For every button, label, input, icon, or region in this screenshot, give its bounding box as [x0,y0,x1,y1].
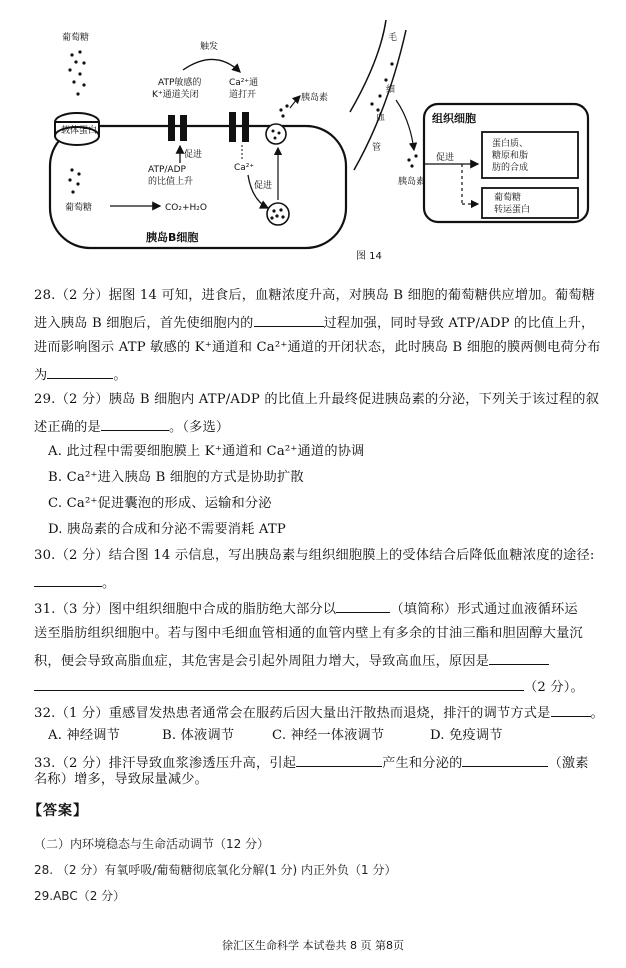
page-footer: 徐汇区生命科学 本试卷共 8 页 第8页 [222,939,404,952]
capillary-wall-left [350,20,386,112]
beta-cell-membrane [50,126,346,248]
k-channel-label: ATP敏感的 K⁺通道关闭 [152,78,202,100]
q31-text-4b: （2 分）。 [524,680,584,695]
glucose-inside-label: 葡萄糖 [65,203,93,213]
q28-line-2 [34,314,594,332]
q33-line-1 [34,754,589,772]
tissue-cell-label: 组织细胞 [432,112,476,125]
q29-option-a: A. 此过程中需要细胞膜上 K⁺通道和 Ca²⁺通道的协调 [48,444,365,459]
q32-option-b: B. 体液调节 [162,728,235,743]
glucose-top-label: 葡萄糖 [62,33,90,43]
q32-option-d: D. 免疫调节 [430,728,503,743]
q29-option-d: D. 胰岛素的合成和分泌不需要消耗 ATP [48,522,286,537]
answer-28: 28. （2 分）有氧呼吸/葡萄糖彻底氧化分解(1 分) 内正外负（1 分） [34,863,397,877]
q29-blank[interactable] [101,418,169,431]
promote-label-2: 促进 [254,181,273,191]
carrier-label: 载体蛋白 [61,126,98,136]
q32-text-1b: 。 [590,706,604,721]
q28-text-4a: 为 [34,368,48,383]
q28-blank-1[interactable] [254,314,324,327]
trigger-label: 触发 [200,42,219,52]
q30-line-2 [34,574,115,592]
vesicle-lower [267,203,289,225]
q31-line-4 [34,678,584,696]
figure-caption: 图 14 [356,251,382,262]
insulin-out-label: 胰岛素 [301,93,329,103]
capillary-label: 毛 细 血 管 [372,33,398,153]
answer-heading: 【答案】 [28,803,88,819]
q31-blank-2b[interactable] [34,678,524,691]
q33-blank-2[interactable] [462,754,548,767]
ca-channel-label: Ca²⁺通 道打开 [229,78,259,100]
q32-option-c: C. 神经一体液调节 [272,728,385,743]
q32-text-1a: 32.（1 分）重感冒发热患者通常会在服药后因大量出汗散热而退烧，排汗的调节方式是 [34,706,551,721]
q32-blank[interactable] [551,704,591,717]
insulin-dots-released [279,104,288,117]
ca-ion-label: Ca²⁺ [234,163,255,173]
q31-line-2: 送至脂肪组织细胞中。若与图中毛细血管相通的血管内壁上有多余的甘油三酯和胆固醇大量沉 [34,626,583,641]
co2-label: CO₂+H₂O [165,203,207,213]
q30-text-2b: 。 [102,576,116,591]
beta-cell-label: 胰岛B细胞 [146,231,199,244]
q29-text-2a: 述正确的是 [34,420,101,435]
q31-line-1 [34,600,578,618]
transporter-box-label: 葡萄糖 转运蛋白 [494,193,531,215]
q28-line-3: 进而影响图示 ATP 敏感的 K⁺通道和 Ca²⁺通道的开闭状态，此时胰岛 B 细胞的膜两侧电荷分布 [34,340,601,355]
q31-blank-2a[interactable] [489,652,549,665]
figure-14 [0,0,626,265]
q28-text-4b: 。 [113,368,127,383]
q33-text-1b: 产生和分泌的 [382,756,463,771]
q28-line-4 [34,366,127,384]
q33-blank-1[interactable] [296,754,382,767]
q29-option-b: B. Ca²⁺进入胰岛 B 细胞的方式是协助扩散 [48,470,304,485]
q33-text-1c: （激素 [548,756,589,771]
promote-label-3: 促进 [436,153,455,163]
q30-line-1: 30.（2 分）结合图 14 示信息，写出胰岛素与组织细胞膜上的受体结合后降低血糖浓度的途径: [34,548,595,563]
q28-line-1: 28.（2 分）据图 14 可知，进食后，血糖浓度升高，对胰岛 B 细胞的葡萄糖供应增加。葡萄糖 [34,288,596,303]
answer-29: 29.ABC（2 分） [34,889,126,903]
q31-blank-1[interactable] [336,600,390,613]
k-channel [168,115,187,141]
q28-blank-2[interactable] [47,366,113,379]
answer-section-title: （二）内环境稳态与生命活动调节（12 分） [34,837,270,851]
q29-option-c: C. Ca²⁺促进囊泡的形成、运输和分泌 [48,496,272,511]
q31-text-3a: 积，便会导致高脂血症，其危害是会引起外周阻力增大，导致高血压，原因是 [34,654,490,669]
q33-text-1a: 33.（2 分）排汗导致血浆渗透压升高，引起 [34,756,297,771]
q28-text-2a: 进入胰岛 B 细胞后，首先使细胞内的 [34,316,254,331]
q29-line-1: 29.（2 分）胰岛 B 细胞内 ATP/ADP 的比值上升最终促进胰岛素的分泌，下列关于该过程的叙 [34,392,600,407]
glucose-dots-inside [68,168,80,193]
q30-blank[interactable] [34,574,102,587]
atp-ratio-label: ATP/ADP 的比值上升 [148,165,194,187]
figure-14-diagram [0,0,626,265]
q32-line-1 [34,704,604,722]
q32-option-a: A. 神经调节 [48,728,121,743]
q31-text-1a: 31.（3 分）图中组织细胞中合成的脂肪绝大部分以 [34,602,337,617]
q29-text-2b: 。（多选） [168,420,230,435]
q33-line-2: 名称）增多，导致尿量减少。 [34,772,209,787]
vesicle-upper [266,124,286,144]
q31-line-3 [34,652,549,670]
q31-text-1b: （填简称）形式通过血液循环运 [390,602,578,617]
synthesis-box-label: 蛋白质、 糖原和脂 肪的合成 [492,139,529,173]
insulin-dots-tissue [407,154,417,167]
insulin-in-label: 胰岛素 [398,177,426,187]
promote-label-1: 促进 [184,150,203,160]
glucose-dots-outside [68,50,85,95]
q29-line-2 [34,418,229,436]
q28-text-2b: 过程加强，同时导致 ATP/ADP 的比值上升， [323,316,595,331]
